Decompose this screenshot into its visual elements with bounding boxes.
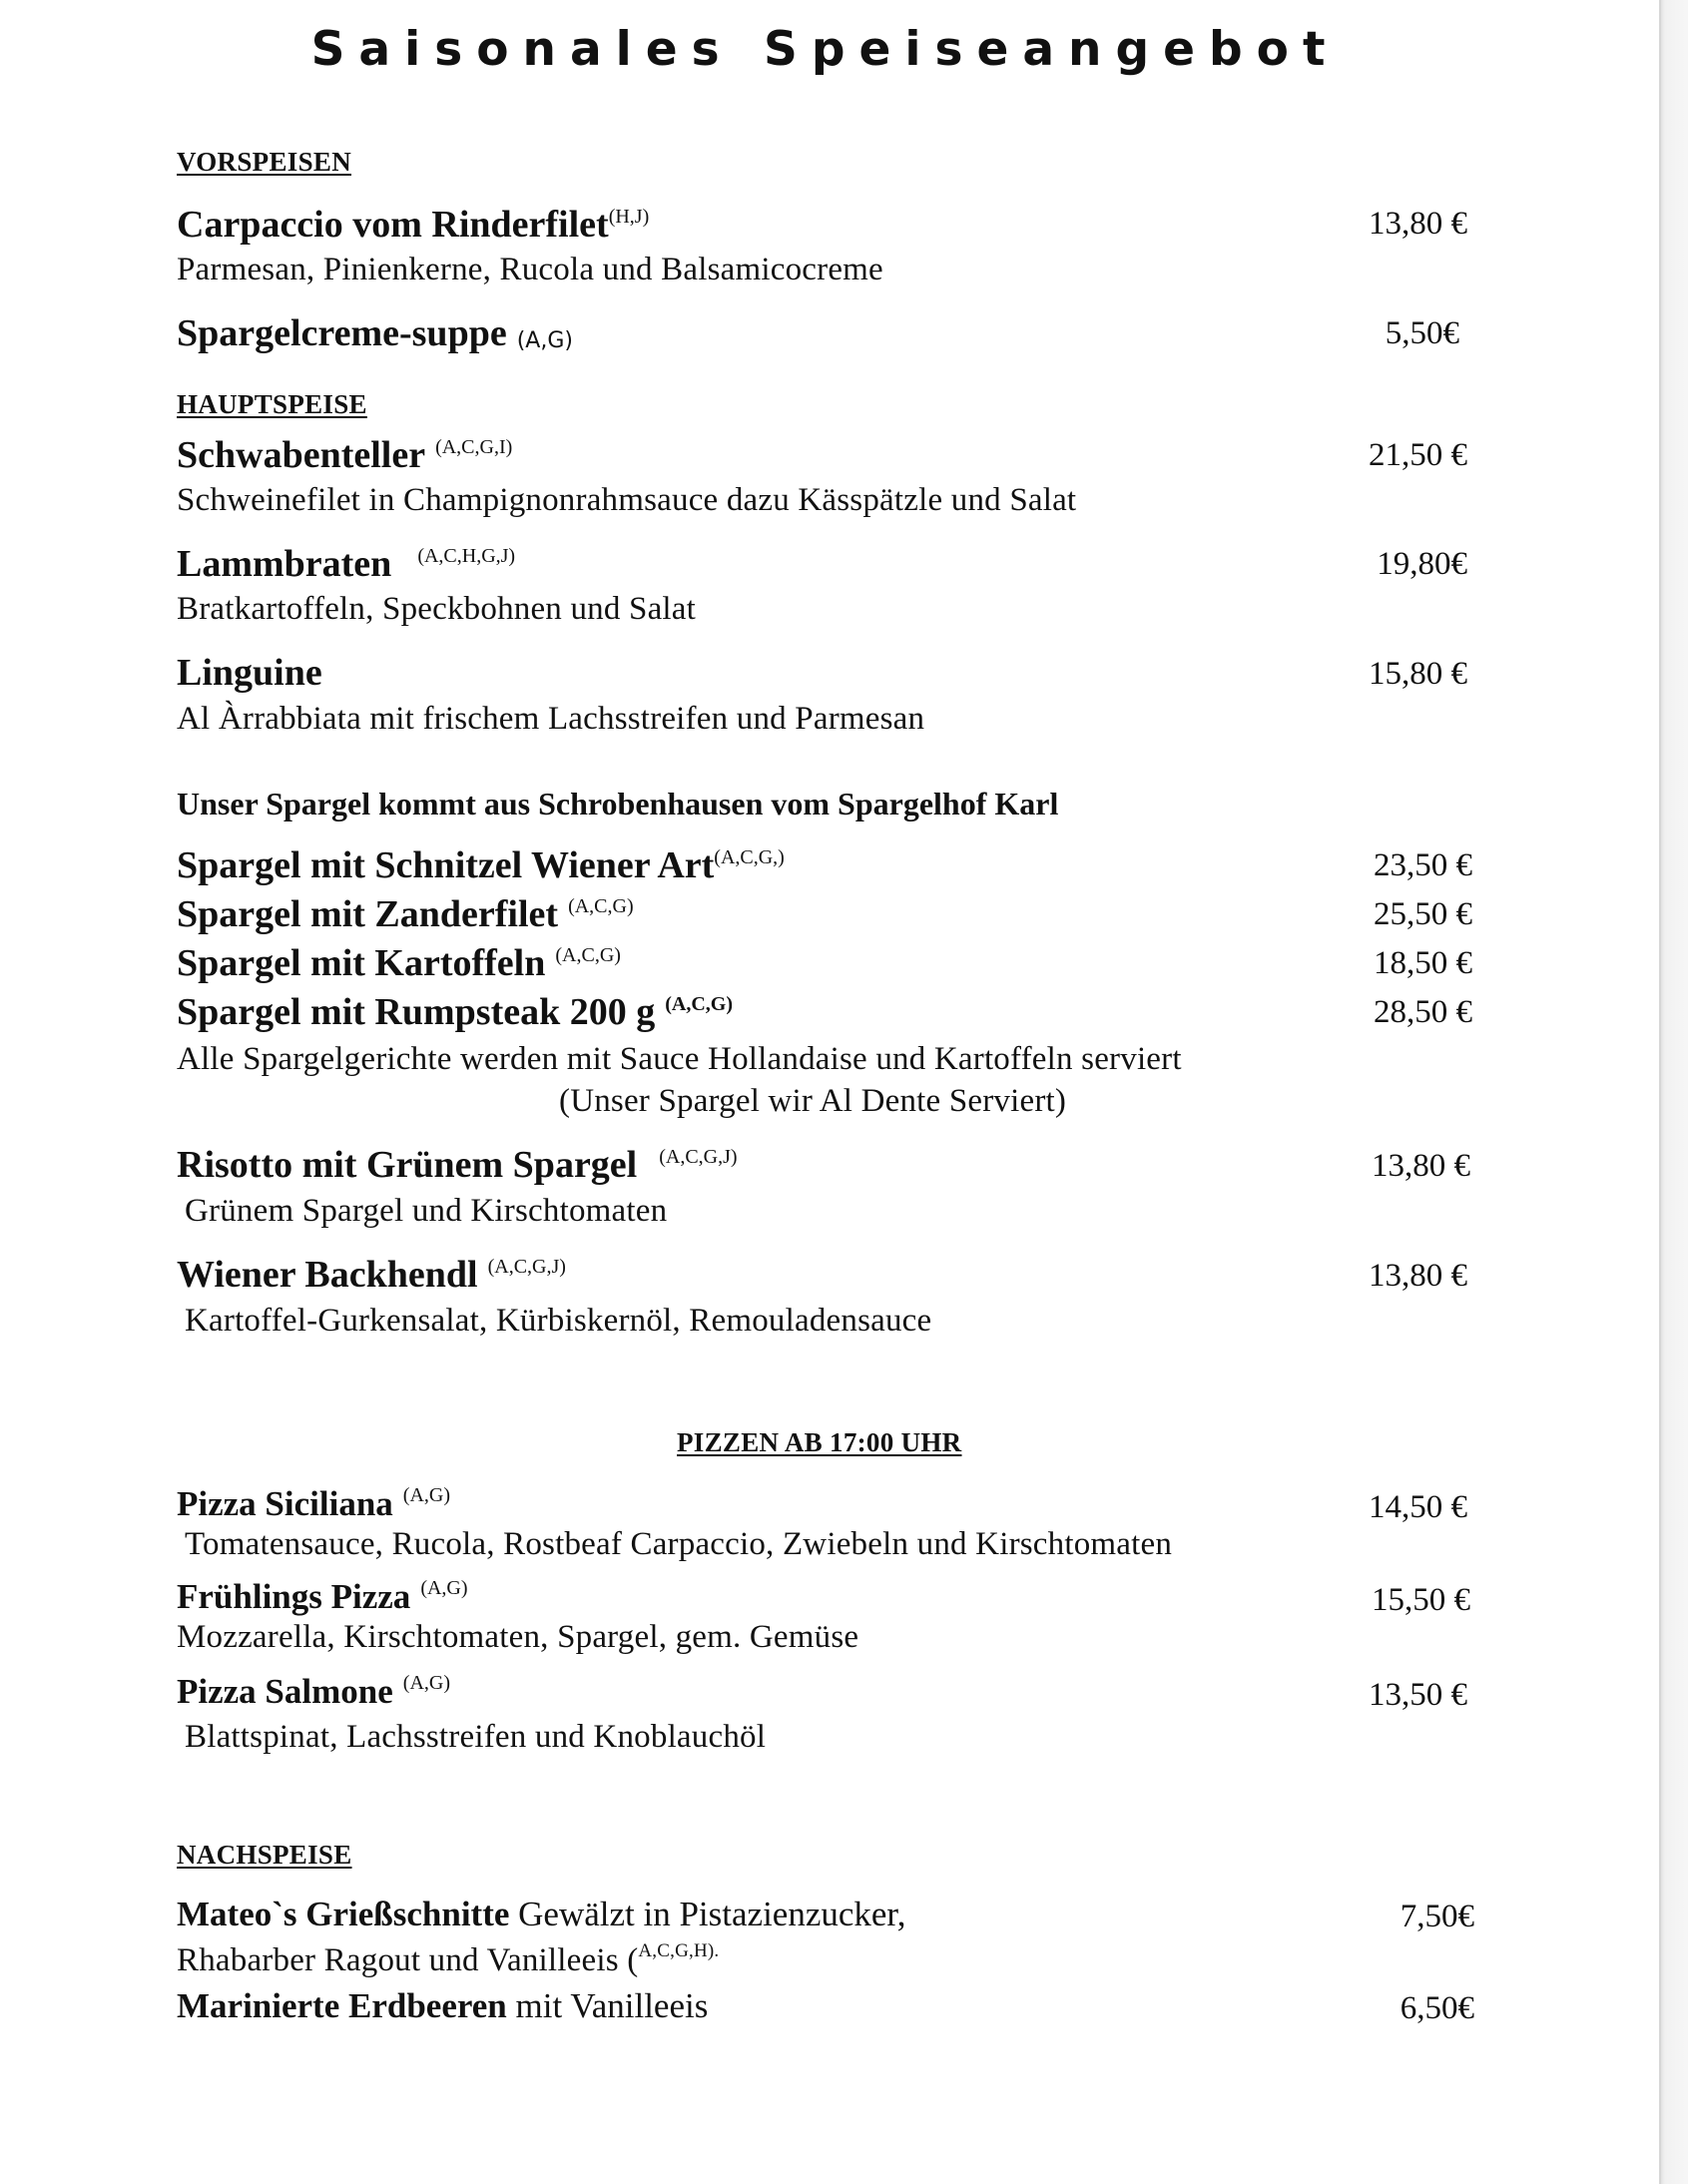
allergen-label: (H,J) [608,206,650,228]
menu-item-name: Risotto mit Grünem Spargel $^{(A,C,G,J)}$ [177,1144,738,1186]
menu-item-description: Kartoffel-Gurkensalat, Kürbiskernöl, Remouladensauce [185,1303,932,1339]
allergen-label: (A,C,H,G,J) [417,545,516,567]
section-heading-vorspeisen: VORSPEISEN [177,147,352,177]
menu-item-name: Spargel mit Schnitzel Wiener Art$^{(A,C,G,)}$ [177,844,785,886]
spargel-description: Alle Spargelgerichte werden mit Sauce Hollandaise und Kartoffeln serviert [177,1041,1182,1077]
menu-item-name: Pizza Salmone $^{(A,G)}$ [177,1672,450,1711]
menu-item-description: Bratkartoffeln, Speckbohnen und Salat [177,591,696,627]
menu-item-name: Carpaccio vom Rinderfilet$^{(H,J)}$ [177,204,650,246]
menu-item-name: Mateo`s Grießschnitte Gewälzt in Pistazienzucker, [177,1895,906,1933]
spargel-al-dente-note: (Unser Spargel wir Al Dente Serviert) [559,1083,1067,1119]
menu-item-name: Schwabenteller $^{(A,C,G,I)}$ [177,434,513,476]
allergen-label: (A,C,G,) [714,846,785,868]
menu-item-price: 13,80 € [1369,1258,1467,1294]
menu-item-name: Pizza Siciliana $^{(A,G)}$ [177,1484,451,1523]
menu-item-price: 14,50 € [1369,1489,1467,1525]
menu-item-name: Marinierte Erdbeeren mit Vanilleeis [177,1986,709,2025]
menu-item-description: Schweinefilet in Champignonrahmsauce dazu Kässpätzle und Salat [177,482,1077,518]
menu-item-price: 13,80 € [1369,206,1467,242]
menu-item-price: 19,80€ [1377,546,1467,582]
allergen-label: (A,G) [516,328,573,353]
menu-item-name: Spargel mit Rumpsteak 200 g $^{(A,C,G)}$ [177,991,733,1033]
page-edge-shadow [1659,0,1688,2184]
menu-item-price: 15,80 € [1369,656,1467,692]
allergen-label: (A,G) [420,1577,468,1599]
menu-item-name: Linguine [177,652,322,694]
allergen-label: (A,G) [402,1672,450,1694]
menu-item-description: Mozzarella, Kirschtomaten, Spargel, gem. Gemüse [177,1619,859,1655]
allergen-label: A,C,G,H). [638,1940,720,1961]
menu-item-name: Spargel mit Kartoffeln $^{(A,C,G)}$ [177,942,621,984]
menu-item-description: Grünem Spargel und Kirschtomaten [185,1193,668,1229]
menu-item-price: 6,50€ [1400,1990,1474,2026]
menu-item-price: 7,50€ [1400,1899,1474,1934]
menu-item-price: 13,80 € [1372,1148,1470,1184]
menu-item-price: 5,50€ [1385,315,1459,351]
spargel-origin-note: Unser Spargel kommt aus Schrobenhausen vom Spargelhof Karl [177,786,1059,821]
menu-item-price: 13,50 € [1369,1677,1467,1713]
menu-item-name: Wiener Backhendl $^{(A,C,G,J)}$ [177,1254,566,1296]
section-heading-pizzen: PIZZEN AB 17:00 UHR [677,1427,962,1457]
allergen-label: (A,C,G,I) [435,436,513,458]
menu-item-name: Lammbraten $^{(A,C,H,G,J)}$ [177,543,516,585]
menu-item-price: 25,50 € [1374,896,1472,932]
menu-item-name: Spargel mit Zanderfilet $^{(A,C,G)}$ [177,893,634,935]
section-heading-nachspeise: NACHSPEISE [177,1840,352,1870]
menu-item-price: 15,50 € [1372,1582,1470,1618]
section-heading-hauptspeise: HAUPTSPEISE [177,389,367,419]
menu-item-price: 23,50 € [1374,847,1472,883]
menu-item-price: 21,50 € [1369,437,1467,473]
allergen-label: (A,C,G,J) [659,1146,738,1168]
menu-item-description: Parmesan, Pinienkerne, Rucola und Balsamicocreme [177,252,883,287]
allergen-label: (A,C,G) [665,993,733,1015]
page-title: Saisonales Speiseangebot [310,22,1340,77]
menu-item-price: 18,50 € [1374,945,1472,981]
menu-item-description: Al Àrrabbiata mit frischem Lachsstreifen und Parmesan [177,701,925,737]
menu-item-description: Rhabarber Ragout und Vanilleeis ($^{A,C,G,H).}$ [177,1940,720,1978]
allergen-label: (A,C,G) [555,944,621,966]
menu-item-description: Tomatensauce, Rucola, Rostbeaf Carpaccio, Zwiebeln und Kirschtomaten [185,1526,1173,1562]
menu-item-description: Blattspinat, Lachsstreifen und Knoblauchöl [185,1719,767,1755]
allergen-label: (A,C,G) [568,895,634,917]
menu-item-price: 28,50 € [1374,994,1472,1030]
allergen-label: (A,G) [402,1484,451,1506]
menu-item-name: Spargelcreme-suppe (A,G) [177,312,573,354]
menu-item-name: Frühlings Pizza $^{(A,G)}$ [177,1577,468,1616]
allergen-label: (A,C,G,J) [487,1256,566,1278]
